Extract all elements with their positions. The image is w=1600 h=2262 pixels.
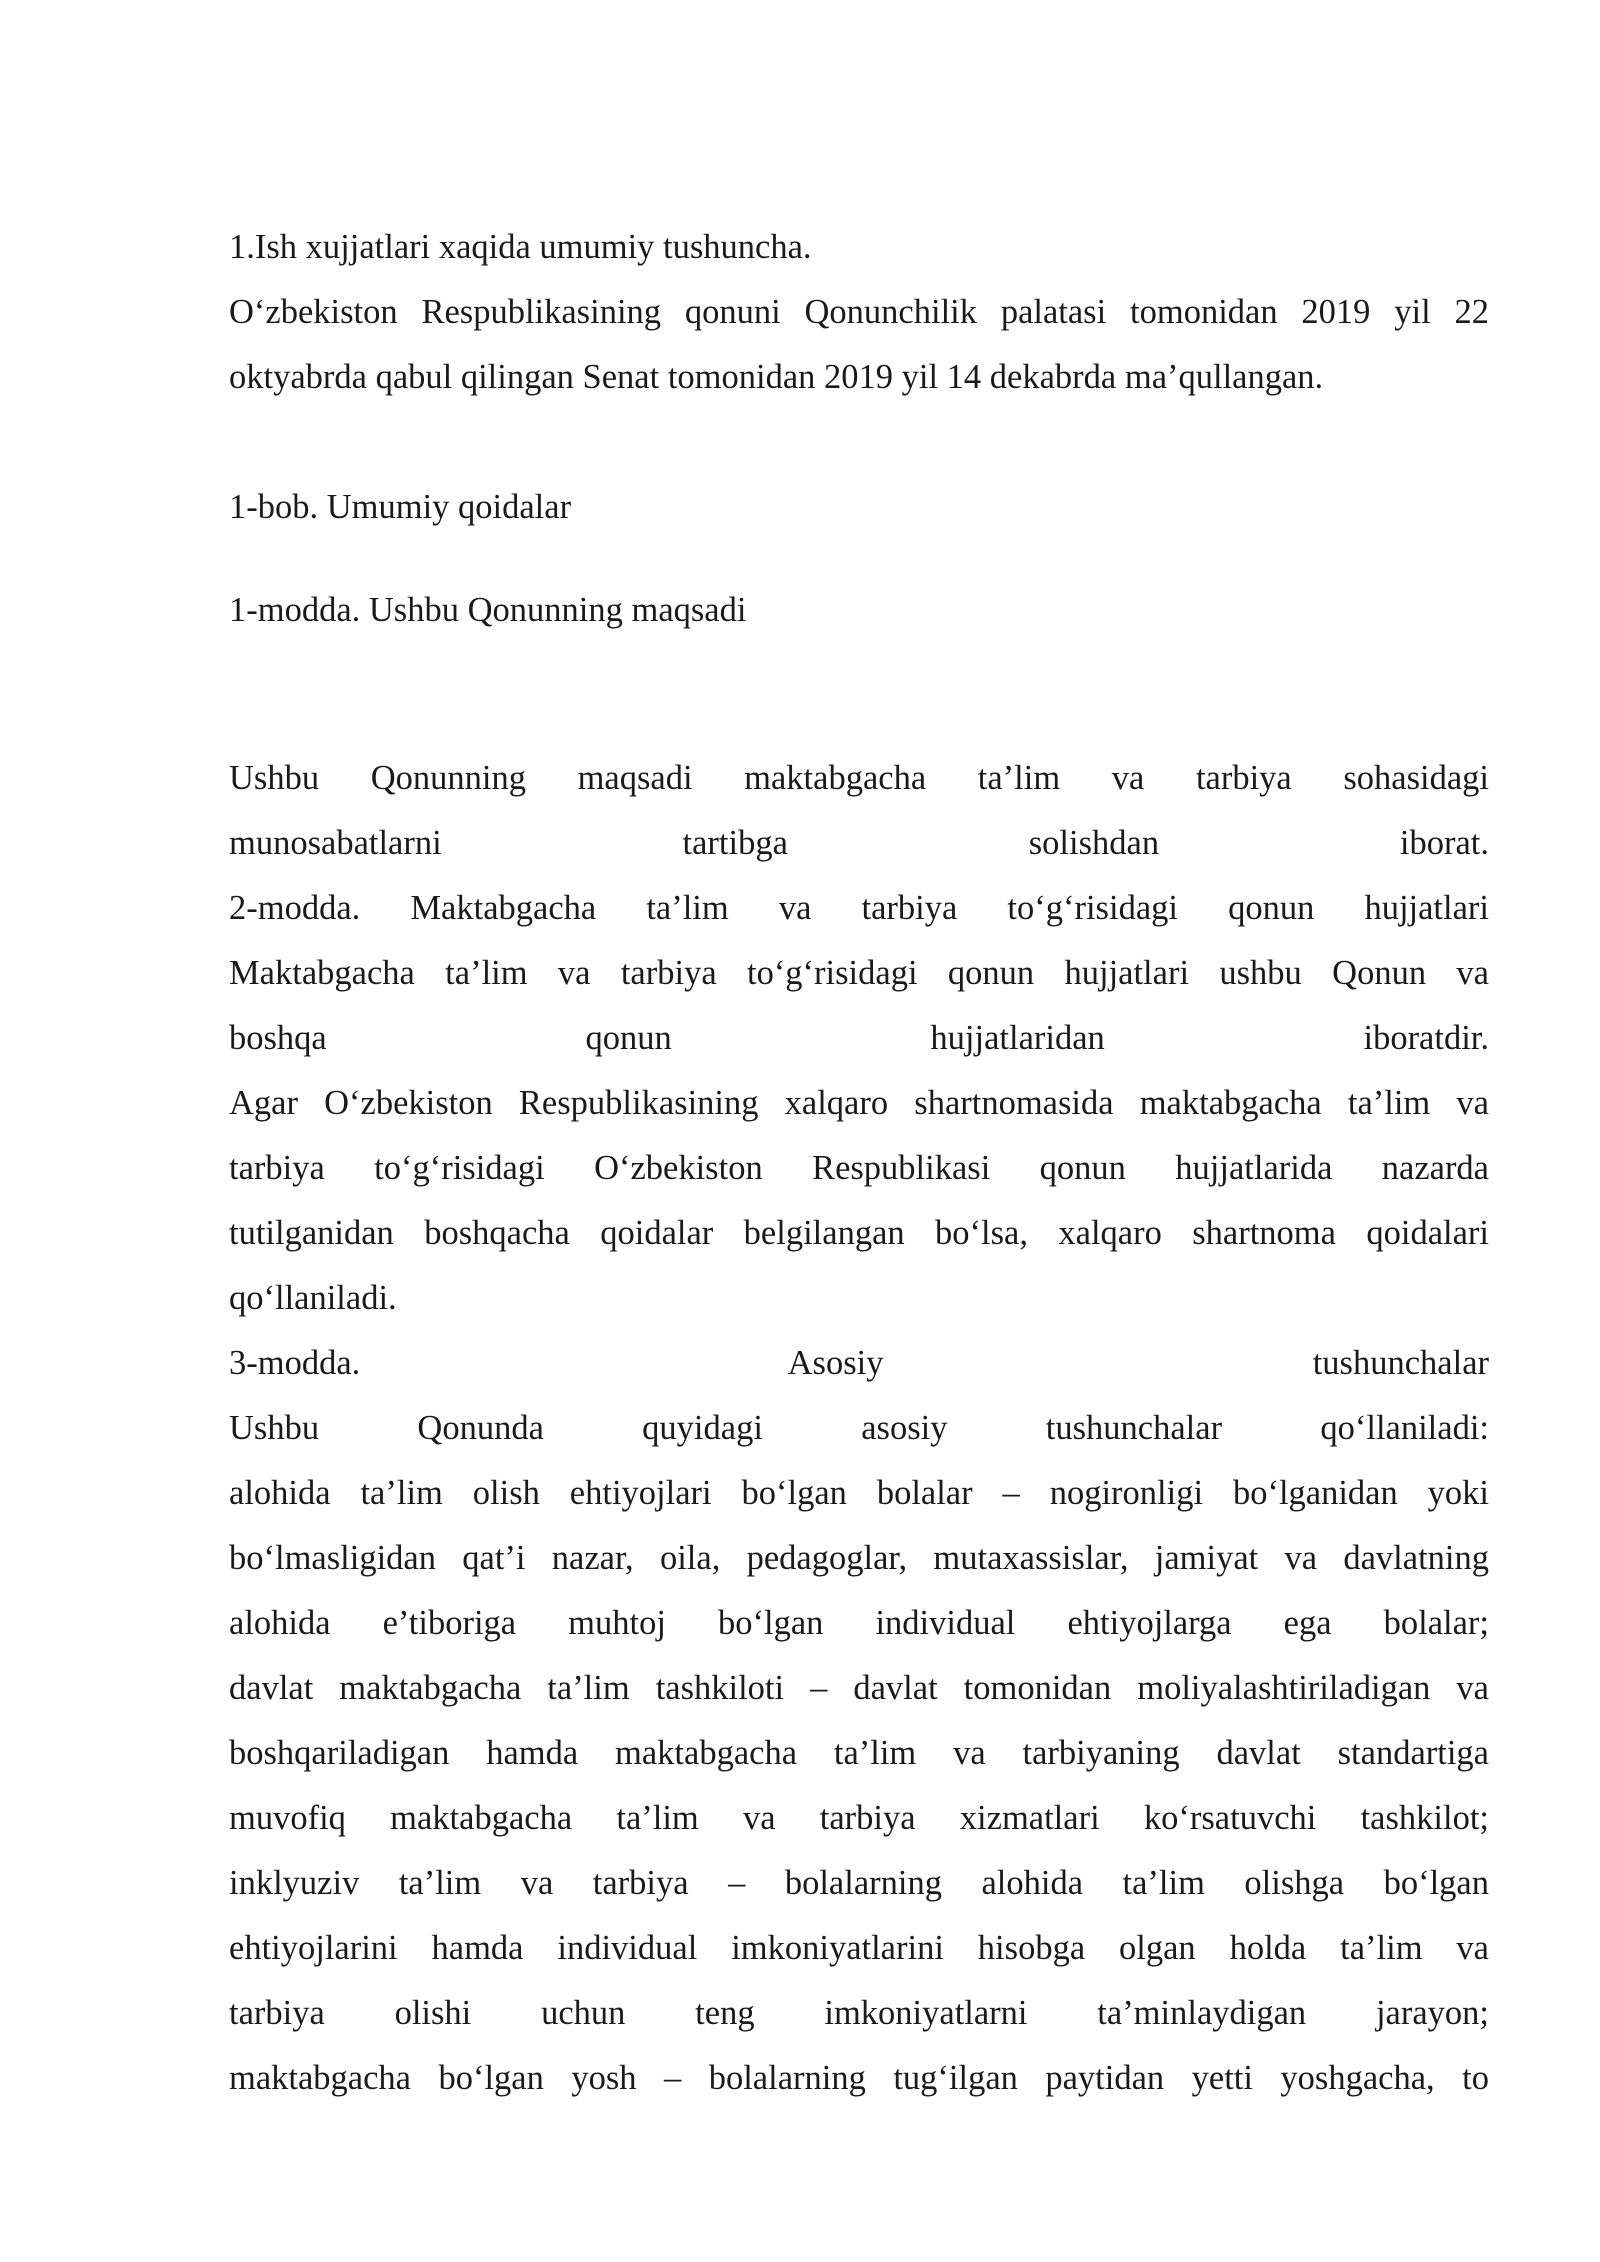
body-line: Ushbu Qonunning maqsadi maktabgacha ta’lim va tarbiya sohasidagi: [229, 759, 1489, 797]
body-line: maktabgacha bo‘lgan yosh – bolalarning tug‘ilgan paytidan yetti yoshgacha, to: [229, 2059, 1489, 2097]
body-line: boshqa qonun hujjatlaridan iboratdir.: [229, 1019, 1489, 1057]
body-line: 2-modda. Maktabgacha ta’lim va tarbiya to‘g‘risidagi qonun hujjatlari: [229, 889, 1489, 927]
body-line: alohida e’tiboriga muhtoj bo‘lgan individual ehtiyojlarga ega bolalar;: [229, 1604, 1489, 1642]
body-line: 3-modda. Asosiy tushunchalar: [229, 1344, 1489, 1382]
body-line: munosabatlarni tartibga solishdan iborat.: [229, 824, 1489, 862]
body-line: bo‘lmasligidan qat’i nazar, oila, pedagoglar, mutaxassislar, jamiyat va davlatning: [229, 1539, 1489, 1577]
body-line: tarbiya to‘g‘risidagi O‘zbekiston Respublikasi qonun hujjatlarida nazarda: [229, 1149, 1489, 1187]
intro-line-2: oktyabrda qabul qilingan Senat tomonidan 2019 yil 14 dekabrda ma’qullangan.: [229, 358, 1324, 396]
body-line: alohida ta’lim olish ehtiyojlari bo‘lgan bolalar – nogironligi bo‘lganidan yoki: [229, 1474, 1489, 1512]
body-line: inklyuziv ta’lim va tarbiya – bolalarning alohida ta’lim olishga bo‘lgan: [229, 1864, 1489, 1902]
body-line: tarbiya olishi uchun teng imkoniyatlarni ta’minlaydigan jarayon;: [229, 1994, 1489, 2032]
body-line: davlat maktabgacha ta’lim tashkiloti – davlat tomonidan moliyalashtiriladigan va: [229, 1669, 1489, 1707]
spacer: [229, 410, 1489, 475]
spacer: [229, 540, 1489, 578]
body-line: ehtiyojlarini hamda individual imkoniyatlarini hisobga olgan holda ta’lim va: [229, 1929, 1489, 1967]
body-line: boshqariladigan hamda maktabgacha ta’lim va tarbiyaning davlat standartiga: [229, 1734, 1489, 1772]
chapter-heading: 1-bob. Umumiy qoidalar: [229, 488, 572, 526]
body-line: Ushbu Qonunda quyidagi asosiy tushunchalar qo‘llaniladi:: [229, 1409, 1489, 1447]
document-page: [229, 215, 1489, 2111]
spacer: [229, 643, 1489, 746]
intro-line-1: O‘zbekiston Respublikasining qonuni Qonunchilik palatasi tomonidan 2019 yil 22: [229, 293, 1489, 331]
article-body: [229, 746, 1489, 2111]
document-title: 1.Ish xujjatlari xaqida umumiy tushuncha.: [229, 228, 812, 266]
body-line: Maktabgacha ta’lim va tarbiya to‘g‘risidagi qonun hujjatlari ushbu Qonun va: [229, 954, 1489, 992]
body-line: tutilganidan boshqacha qoidalar belgilangan bo‘lsa, xalqaro shartnoma qoidalari: [229, 1214, 1489, 1252]
body-line: Agar O‘zbekiston Respublikasining xalqaro shartnomasida maktabgacha ta’lim va: [229, 1084, 1489, 1122]
article-1-heading: 1-modda. Ushbu Qonunning maqsadi: [229, 591, 747, 629]
body-line: muvofiq maktabgacha ta’lim va tarbiya xizmatlari ko‘rsatuvchi tashkilot;: [229, 1799, 1489, 1837]
body-line: qo‘llaniladi.: [229, 1279, 397, 1317]
